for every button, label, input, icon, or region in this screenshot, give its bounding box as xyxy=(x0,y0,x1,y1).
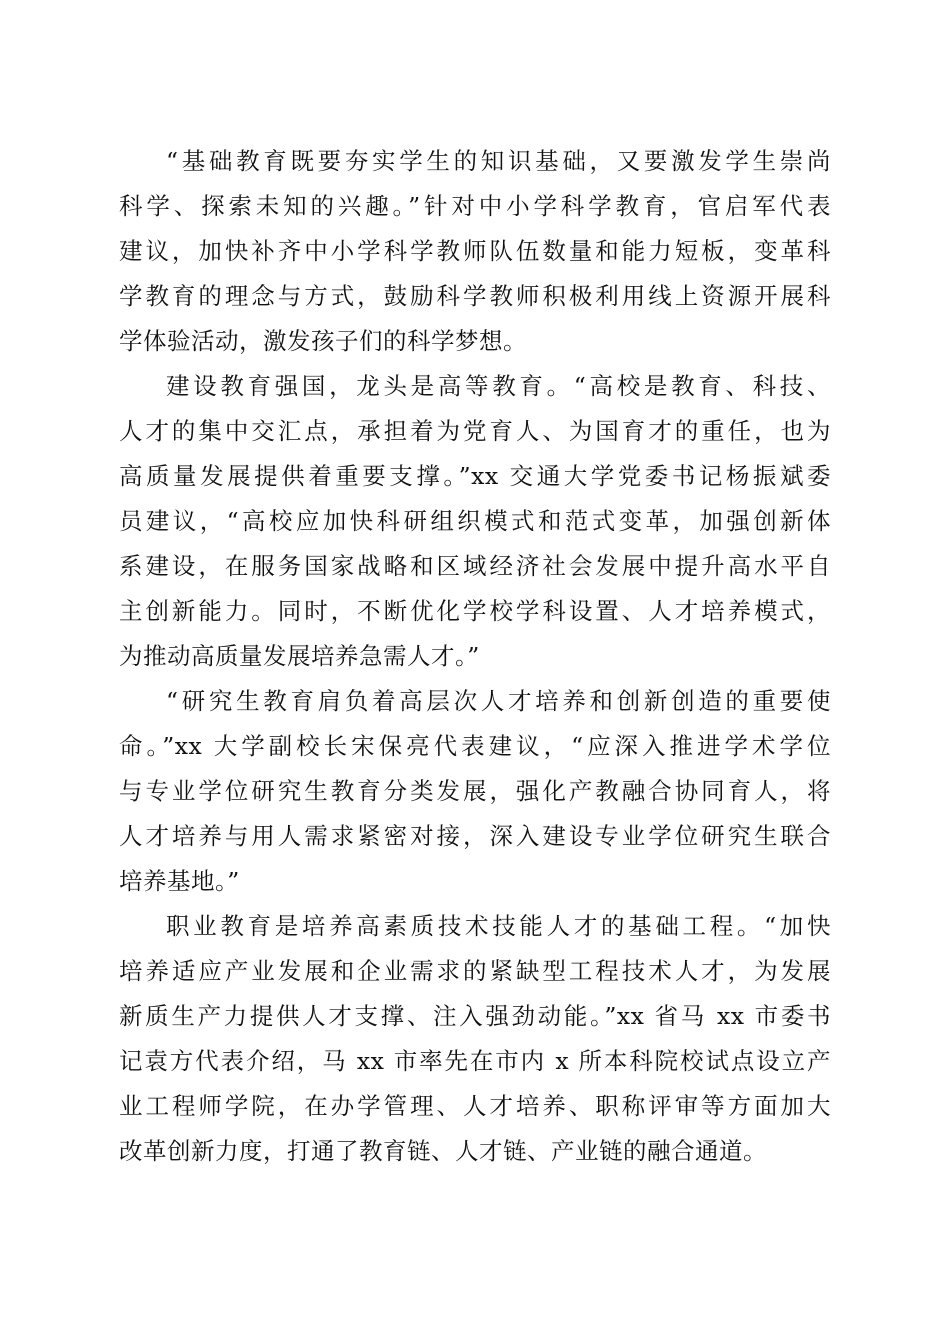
text-line: 人才的集中交汇点，承担着为党育人、为国育才的重任，也为 xyxy=(119,417,831,445)
text-line: 高质量发展提供着重要支撑。”xx 交通大学党委书记杨振斌委 xyxy=(119,462,831,490)
text-line: 学体验活动，激发孩子们的科学梦想。 xyxy=(119,327,527,355)
text-line: 员建议，“高校应加快科研组织模式和范式变革，加强创新体 xyxy=(119,507,831,535)
text-line: 业工程师学院，在办学管理、人才培养、职称评审等方面加大 xyxy=(119,1092,831,1120)
text-line: 建设教育强国，龙头是高等教育。“高校是教育、科技、 xyxy=(166,372,831,400)
text-line: 人才培养与用人需求紧密对接，深入建设专业学位研究生联合 xyxy=(119,822,831,850)
text-line: 学教育的理念与方式，鼓励科学教师积极利用线上资源开展科 xyxy=(119,282,831,310)
text-line: 系建设，在服务国家战略和区域经济社会发展中提升高水平自 xyxy=(119,552,831,580)
text-line: 建议，加快补齐中小学科学教师队伍数量和能力短板，变革科 xyxy=(119,237,831,265)
text-line: “基础教育既要夯实学生的知识基础，又要激发学生崇尚 xyxy=(166,147,831,175)
text-line: “研究生教育肩负着高层次人才培养和创新创造的重要使 xyxy=(166,687,831,715)
text-line: 为推动高质量发展培养急需人才。” xyxy=(119,642,480,670)
text-line: 记袁方代表介绍，马 xx 市率先在市内 x 所本科院校试点设立产 xyxy=(119,1047,831,1075)
text-line: 改革创新力度，打通了教育链、人才链、产业链的融合通道。 xyxy=(119,1137,767,1165)
text-line: 职业教育是培养高素质技术技能人才的基础工程。“加快 xyxy=(166,912,831,940)
text-line: 新质生产力提供人才支撑、注入强劲动能。”xx 省马 xx 市委书 xyxy=(119,1002,831,1030)
text-line: 主创新能力。同时，不断优化学校学科设置、人才培养模式， xyxy=(119,597,831,625)
text-line: 科学、探索未知的兴趣。”针对中小学科学教育，官启军代表 xyxy=(119,192,831,220)
text-line: 培养基地。” xyxy=(119,867,240,895)
text-line: 培养适应产业发展和企业需求的紧缺型工程技术人才，为发展 xyxy=(119,957,831,985)
text-line: 命。”xx 大学副校长宋保亮代表建议，“应深入推进学术学位 xyxy=(119,732,831,760)
text-line: 与专业学位研究生教育分类发展，强化产教融合协同育人，将 xyxy=(119,777,831,805)
